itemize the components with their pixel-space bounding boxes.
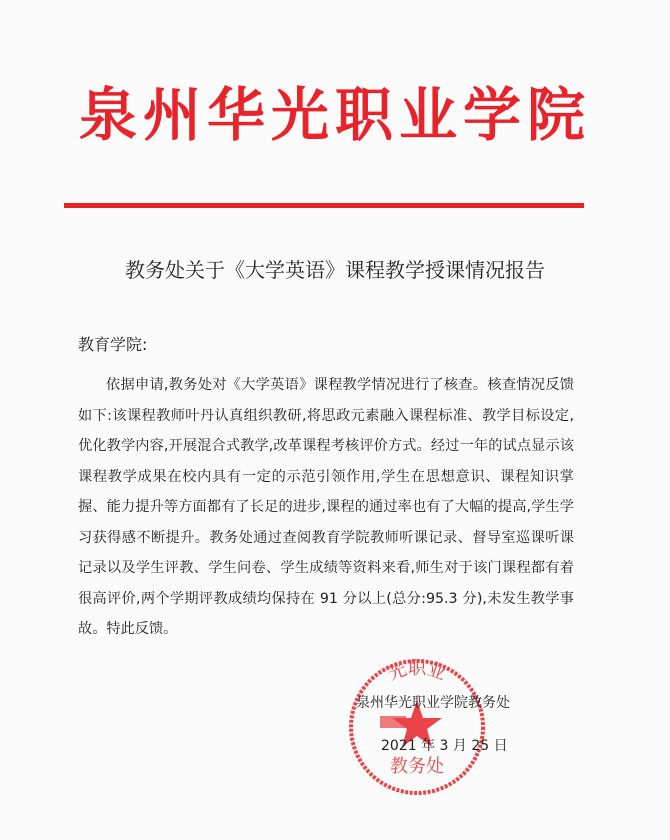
letterhead-title: 泉州华光职业学院 bbox=[78, 81, 591, 149]
seal-bottom-text: 教务处 bbox=[390, 756, 444, 777]
seal-top-text: 光职业 bbox=[385, 658, 449, 685]
sender-signature: 泉州华光职业学院教务处 bbox=[356, 695, 510, 711]
recipient-line: 教育学院: bbox=[78, 335, 148, 354]
document-date: 2021 年 3 月 25 日 bbox=[381, 738, 508, 754]
official-seal bbox=[342, 652, 492, 802]
letterhead-divider bbox=[64, 203, 584, 208]
document-title: 教务处关于《大学英语》课程教学授课情况报告 bbox=[125, 258, 545, 282]
body-paragraph: 依据申请,教务处对《大学英语》课程教学情况进行了核查。核查情况反馈如下:该课程教师叶丹认真组织教研,将思政元素融入课程标准、教学目标设定,优化教学内容,开展混合式教学,改革课程考核评价方式。经过一年的试点显示该课程教学成果在校内具有一定的示范引领作用,学生在思想意识、课程知识掌握、能力提升等方面都有了长足的进步,课程的通过率也有了大幅的提高,学生学习获得感不断提升。教务处通过查阅教育学院教师听课记录、督导室巡课听课记录以及学生评教、学生问卷、学生成绩等资料来看,师生对于该门课程都有着很高评价,两个学期评教成绩均保持在 91 分以上(总分:95.3 分),未发生教学事故。特此反馈。 bbox=[78, 377, 574, 637]
seal-ink-smudge bbox=[380, 716, 406, 728]
